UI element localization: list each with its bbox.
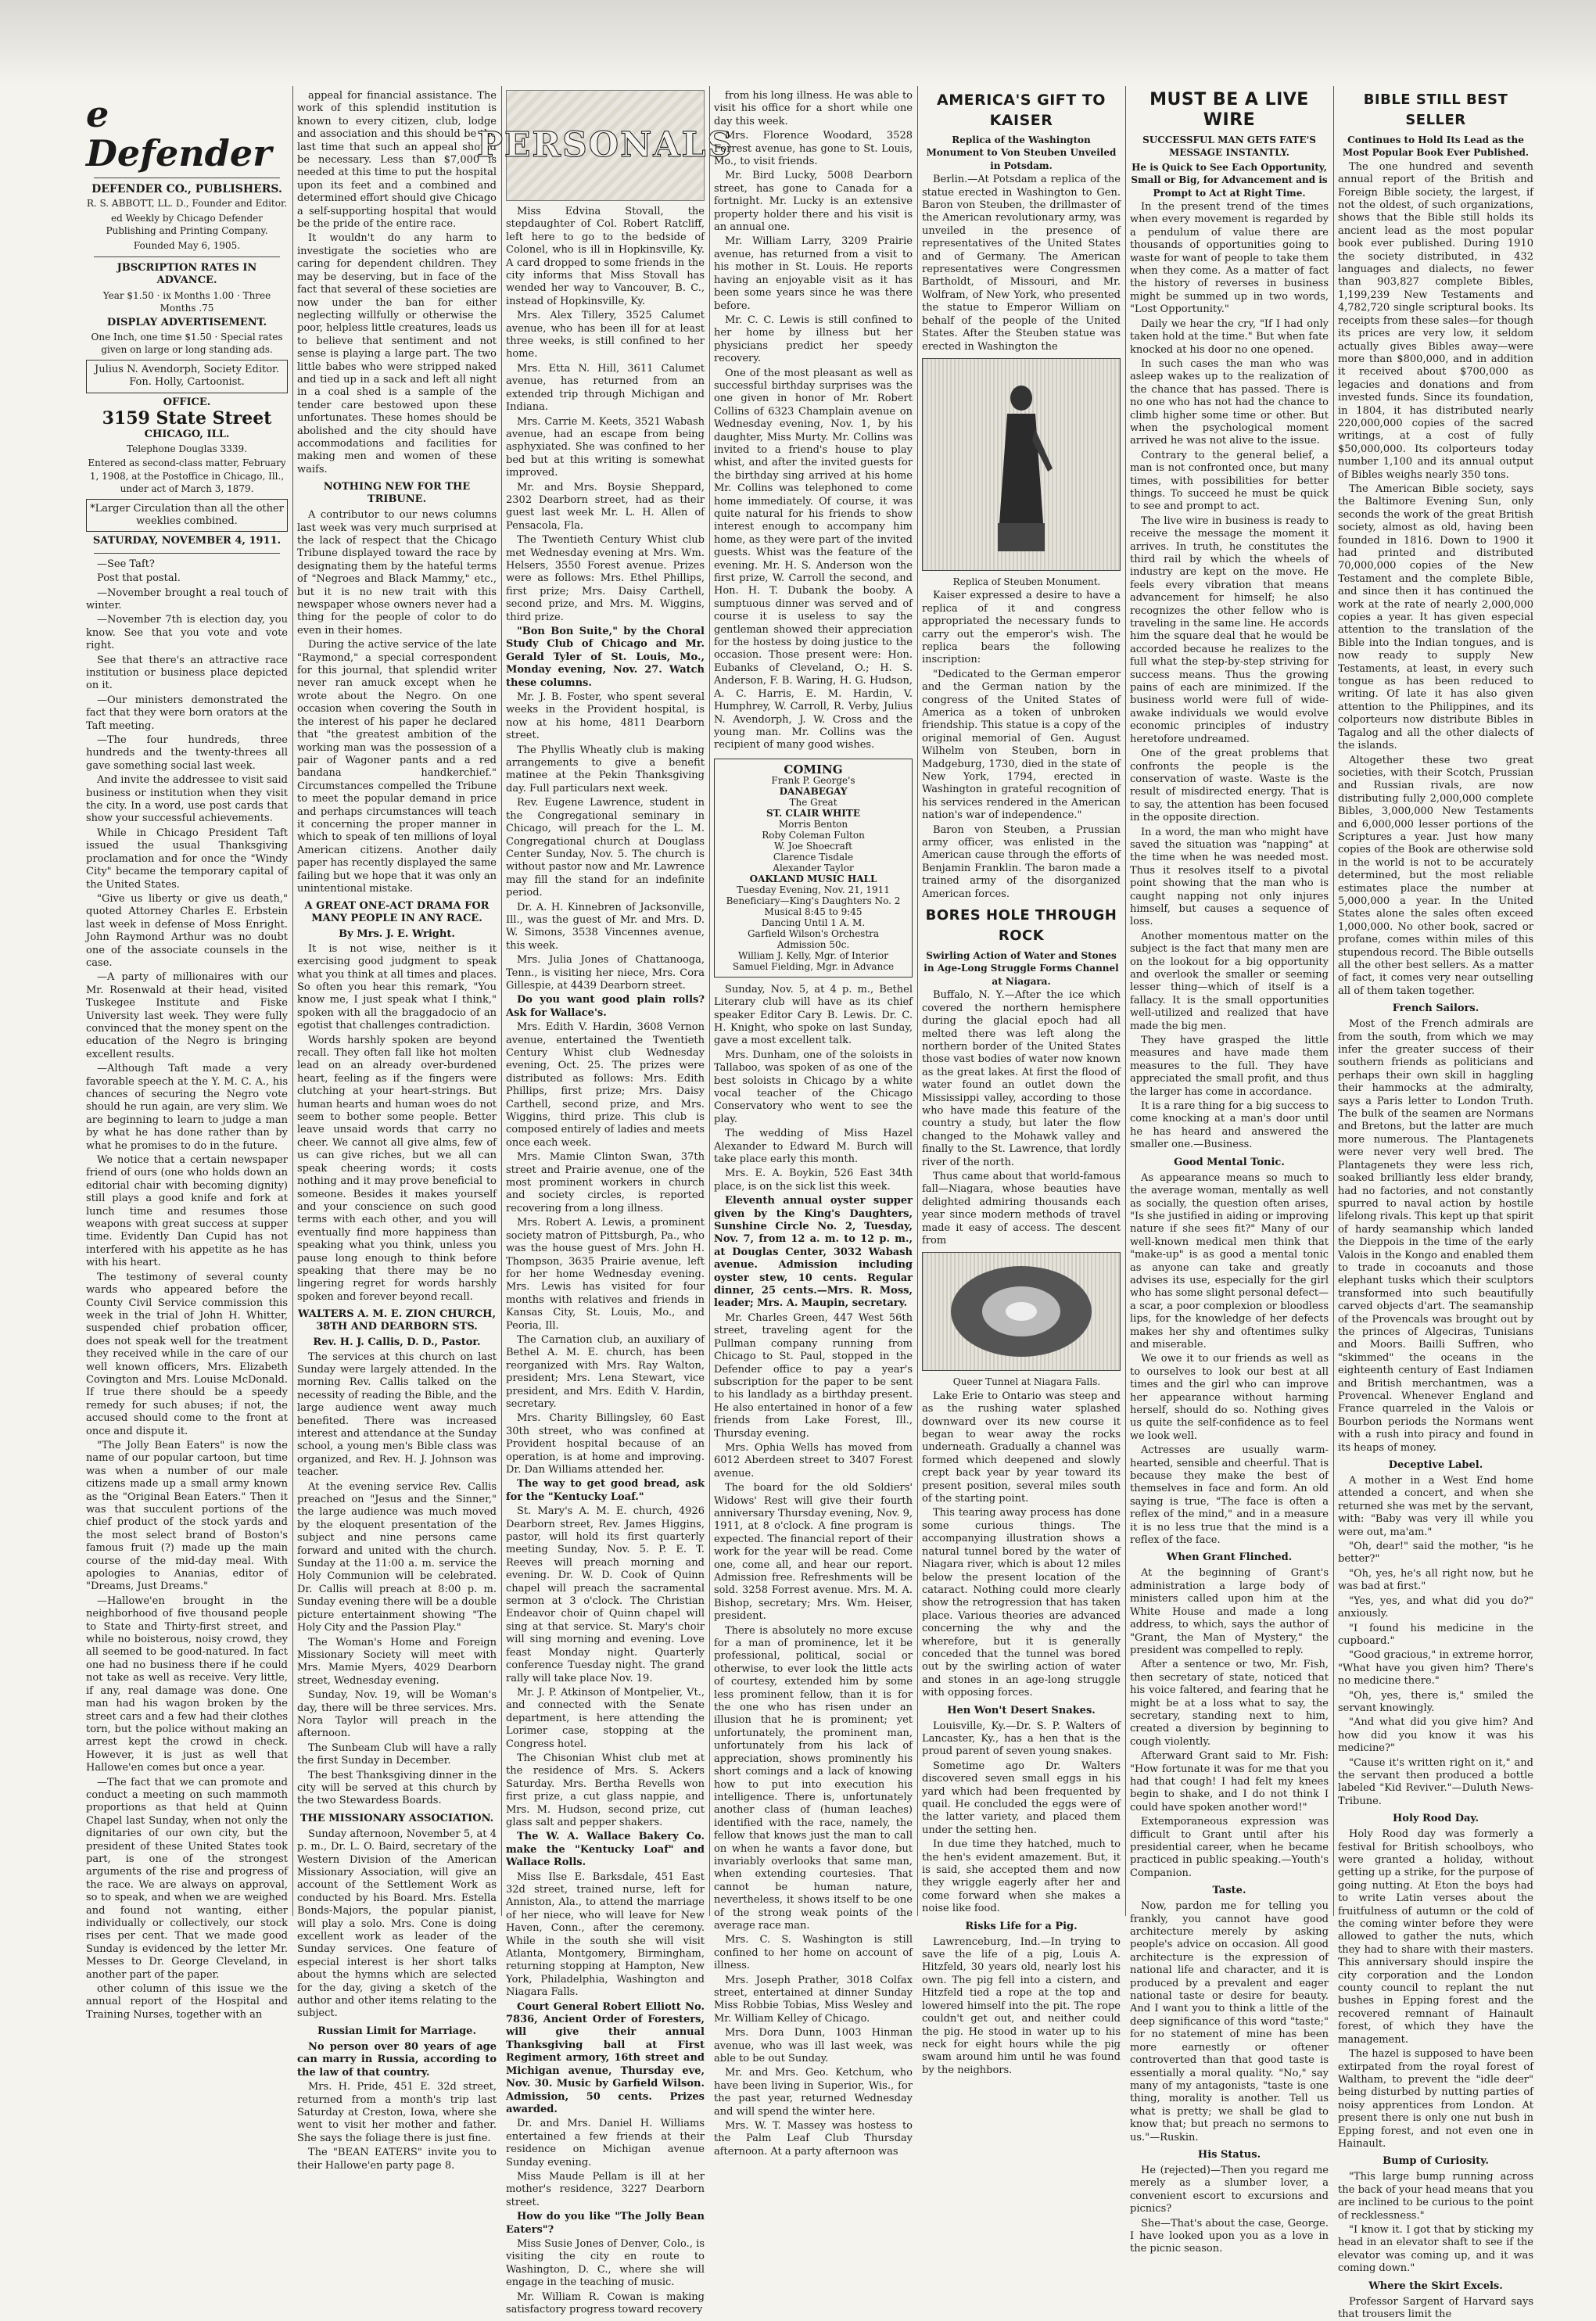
personal-item: Court General Robert Elliott No. 7836, Ancient Order of Foresters, will give their annual Thanksgiving ball at First Regiment armory, 16th street and Michigan avenue, Thursday eve, Nov. 30. Music by Garfield Wilson. Admission, 50 cents. Prizes awarded. xyxy=(506,2000,705,2115)
column-4 xyxy=(714,90,913,2158)
paragraph: Mrs. H. Pride, 451 E. 32d street, returned from a month's trip last Saturday at Creston, Iowa, where she went to visit her mother and father. She says the foliage there is just fine. xyxy=(297,2081,497,2144)
coming-line: Tuesday Evening, Nov. 21, 1911 xyxy=(737,884,890,895)
paragraph: Sunday, Nov. 19, will be Woman's day, there will be three services. Mrs. Nora Taylor will preach in the afternoon. xyxy=(297,1689,497,1740)
editorial-paragraph: —Hallowe'en brought in the neighborhood of five thousand people to State and Thirty-first street, and while no boisterous, noisy crowd, they all seemed to be good-natured. In fact one had no business there if he could not take as well as receive. Very little, if any, real damage was done. One man had his wagon broken by the street cars and a few had their clothes torn, but the police without making an arrest kept the crowd in check. However, it is just as well that Hallowe'en comes but once a year. xyxy=(86,1595,288,1774)
personal-item: How do you like "The Jolly Bean Eaters"? xyxy=(506,2211,705,2236)
paragraph: "Dedicated to the German emperor and the German nation by the congress of the United States of America as a token of unbroken friendship. This statue is a copy of the original memorial of Gen. August Wilhelm von Steuben, born in Madgeburg, 1730, died in the state of New York, 1794, erected in Washington in grateful recognition of his services rendered in the American nation's war of independence." xyxy=(922,668,1121,822)
personal-item: Mr. William R. Cowan is making satisfactory progress toward recovery xyxy=(506,2291,705,2316)
column-5 xyxy=(922,90,1121,2076)
personal-item: Mrs. Robert A. Lewis, a prominent society matron of Pittsburgh, Pa., who was the house guest of Mrs. John H. Thompson, 3635 Prairie avenue, left for her home Wednesday evening. Mrs. Lewis has visited for four months with relatives and friends in Kansas City, St. Louis, Mo., and Peoria, Ill. xyxy=(506,1217,705,1332)
paragraph: Mrs. E. A. Boykin, 526 East 34th place, is on the sick list this week. xyxy=(714,1168,913,1193)
paragraph: The American Bible society, says the Baltimore Evening Sun, only seconds the work of the great British society, almost as old, having been founded in 1816. Down to 1900 it had printed and distributed 70,000,000 copies of the New Testament and the complete Bible, and since then it has continued the work at the rate of nearly 2,000,000 copies a year. It has given especial attention to the translation of the Bible into the Indian tongues, and is now ready to supply New Testaments, at least, in every such tongue as has been reduced to writing. Of late it has also given attention to the Philippines, and its colporteurs now distribute Bibles in Tagalog and all the other dialects of the islands. xyxy=(1338,482,1533,752)
personal-item: Mr. J. P. Atkinson of Montpelier, Vt., and connected with the Senate department, is here attending the Lorimer case, stopping at the Congress hotel. xyxy=(506,1686,705,1750)
paragraph: Mrs. Dora Dunn, 1003 Hinman avenue, who was ill last week, was able to be out Sunday. xyxy=(714,2027,913,2065)
editorial-paragraph: —November brought a real touch of winter. xyxy=(86,587,288,612)
headline-grant: When Grant Flinched. xyxy=(1166,1552,1293,1564)
coming-line: Alexander Taylor xyxy=(773,862,854,874)
coming-line: OAKLAND MUSIC HALL xyxy=(749,873,877,884)
statue-icon xyxy=(974,375,1068,554)
paragraph: "Cause it's written right on it," and the servant then produced a bottle labeled "Kid Reviver."—Duluth News-Tribune. xyxy=(1338,1756,1533,1807)
coming-line: Roby Coleman Fulton xyxy=(762,829,865,841)
paragraph: Mrs. Florence Woodard, 3528 Forrest avenue, has gone to St. Louis, Mo., to visit friends. xyxy=(714,130,913,168)
personal-item: The Phyllis Wheatly club is making arrangements to give a benefit matinee at the Pekin Thanksgiving day. Full particulars next week. xyxy=(506,744,705,795)
paragraph: The wedding of Miss Hazel Alexander to Edward M. Burch will take place early this month. xyxy=(714,1128,913,1165)
staff-line: Julius N. Avendorph, Society Editor. Fon. Holly, Cartoonist. xyxy=(95,363,279,389)
paragraph: Holy Rood day was formerly a festival for British schoolboys, who were granted a holiday, without getting up a strike, for the purpose of going nutting. At Eton the boys had to write Latin verses about the fruitfulness of autumn or the cold of the coming winter before they were allowed to gather the nuts, which they had to share with their masters. This anniversary should inspire the city corporation and the London county council to replant the nut bushes in Epping forest and the recovered remnant of Hainault forest, of which they have the management. xyxy=(1338,1828,1533,2046)
office-city: CHICAGO, ILL. xyxy=(144,428,230,440)
editorial-paragraph: —The four hundreds, three hundreds and the twenty-threes all gave something social last week. xyxy=(86,734,288,772)
paragraph: "I know it. I got that by sticking my head in an elevator shaft to see if the elevator was coming up, and it was coming down." xyxy=(1338,2223,1533,2275)
headline-pig: Risks Life for a Pig. xyxy=(965,1920,1078,1932)
headline-bible: BIBLE STILL BEST SELLER xyxy=(1363,91,1508,128)
coming-line: W. Joe Shoecraft xyxy=(774,840,852,852)
headline-taste: Taste. xyxy=(1212,1885,1246,1897)
divider xyxy=(94,256,280,257)
coming-line: Musical 8:45 to 9:45 xyxy=(764,906,863,917)
headline-status: His Status. xyxy=(1197,2148,1261,2161)
paragraph: Sunday afternoon, November 5, at 4 p. m., Dr. L. O. Baird, secretary of the Western Division of the American Missionary Association, will give an account of the Settlement Work as conducted by his Board. Mrs. Estella Bonds-Majors, the popular pianist, will play a solo. Mrs. Cone is doing excellent work as leader of the Sunday services. One feature of especial interest is her short talks about the hymns which are selected for the day, giving a sketch of the author and other items relating to the subject. xyxy=(297,1828,497,2020)
editorial-paragraph: "The Jolly Bean Eaters" is now the name of our popular cartoon, but time was when a number of our male citizens made up a small army known as the "Original Bean Eaters." Then it was that succulent portions of the chief product of the stock yards and the most select brand of Boston's famous fruit (?) made up the main course of the mid-day meal. With apologies to Ananias, editor of "Dreams, Just Dreams." xyxy=(86,1439,288,1593)
paragraph: "This large bump running across the back of your head means that you are inclined to be curious to the point of recklessness." xyxy=(1338,2171,1533,2222)
subheadline: Replica of the Washington Monument to Von Steuben Unveiled in Potsdam. xyxy=(926,135,1117,171)
coming-line: Samuel Fielding, Mgr. in Advance xyxy=(732,960,895,972)
display-ad-title: DISPLAY ADVERTISEMENT. xyxy=(106,316,267,328)
paragraph: Altogether these two great societies, with their Scotch, Prussian and Russian rivals, are now distributing fully 2,000,000 complete Bibles, 3,000,000 New Testaments and 6,000,000 lesser portions of the Scriptures a year. Just how many copies of the Book are otherwise sold in the world is not to be accurately determined, but the most reliable estimates place the number at 5,000,000 a year. In the United States alone the sales often exceed 1,000,000. No other book, sacred or profane, comes within miles of this stupendous record. The Bible outsells all the other best sellers. As a matter of fact, it comes very near outselling all of them taken together. xyxy=(1338,754,1533,997)
coming-line: DANABEGAY xyxy=(779,785,848,797)
paragraph: It is not wise, neither is it exercising good judgment to speak what you think at all times and places. So often you hear this remark, "You know me, I just speak what I think," spoken with all the braggadocio of an egotist that challenges contradiction. xyxy=(297,942,497,1032)
paragraph: Professor Sargent of Harvard says that trousers limit the xyxy=(1338,2295,1533,2320)
personal-item: Dr. and Mrs. Daniel H. Williams entertained a few friends at their residence on Michigan avenue Sunday evening. xyxy=(506,2118,705,2169)
paragraph: A mother in a West End home attended a concert, and when she returned she was met by the servant, with: "Baby was very ill while you were out, ma'am." xyxy=(1338,1475,1533,1538)
personal-item: Mrs. Julia Jones of Chattanooga, Tenn., is visiting her niece, Mrs. Cora Gillespie, at 4439 Dearborn street. xyxy=(506,954,705,992)
paragraph: Extemporaneous expression was difficult to Grant until after his presidential career, when he became practiced in public speaking.—Youth's Companion. xyxy=(1130,1816,1329,1879)
editorial-paragraph: We notice that a certain newspaper friend of ours (one who holds down an editorial chair with becoming dignity) still plays a good knife and fork at lunch time and resumes those weapons with great success at supper time. Evidently Dan Cupid has not interfered with his appetite as he has with his heart. xyxy=(86,1154,288,1269)
paragraph: The live wire in business is ready to receive the message the moment it arrives. In truth, he constitutes the third rail by which the wheels of industry are kept on the move. He feels every vibration that means advancement for himself; he also recognizes the other fellow who is traveling in the same line. He accords him the square deal that he would be accorded because he realizes to the full what the step-by-step striving for success means. Thus the growing pains of each are minimized. If the business world were full of wide-awake individuals we would evolve economic principles of industry heretofore undreamed. xyxy=(1130,515,1329,745)
paragraph: "Yes, yes, and what did you do?" anxiously. xyxy=(1338,1595,1533,1620)
column-rule xyxy=(501,86,502,1916)
subheadline: Continues to Hold Its Lead as the Most Popular Book Ever Published. xyxy=(1342,135,1530,159)
publisher-line: DEFENDER CO., PUBLISHERS. xyxy=(91,183,282,196)
paragraph: During the active service of the late "Raymond," a special correspondent for this journal, that splendid writer never ran amuck except when he wrote about the Negro. On one occasion when covering the South in the interest of his paper he declared that "the greatest ambition of the working man was the possession of a pair of Wagoner pants and a red bandana handkerchief." Circumstances compelled the Tribune to meet the popular demand in price and perhaps circumstances will teach it concerning the proper manner in which to speak of ten millions of loyal American citizens. Another daily paper has recently displayed the same failing but we hope that it was only an unintentional mistake. xyxy=(297,639,497,895)
paragraph: Lawrenceburg, Ind.—In trying to save the life of a pig, Louis A. Hitzfeld, 30 years old, nearly lost his own. The pig fell into a cistern, and Hitzfeld tied a rope at the top and lowered himself into the pit. The rope couldn't get out, and neither could the pig. He stood in water up to his neck for eight hours while the pig swam around him until he was found by the neighbors. xyxy=(922,1935,1121,2076)
paragraph: Lake Erie to Ontario was steep and as the rushing water splashed downward over its new course it began to wear away the rocks underneath. Gradually a channel was formed which deepened and slowly crept back year by year toward its present position, several miles south of the starting point. xyxy=(922,1390,1121,1505)
paragraph: This tearing away process has done some curious things. The accompanying illustration shows a natural tunnel bored by the water of Niagara river, which is about 12 miles below the present location of the cataract. Nothing could more clearly show the retrogression that has taken place. Various theories are advanced concerning the why and the wherefore, but it is generally conceded that the tunnel was bored out by the swirling action of water and stones in an age-long struggle with opposing forces. xyxy=(922,1507,1121,1699)
coming-title: COMING xyxy=(784,762,843,777)
column-3-personals xyxy=(476,90,734,2316)
coming-line: Dancing Until 1 A. M. xyxy=(761,917,866,928)
editorial-paragraph: While in Chicago President Taft issued the usual Thanksgiving proclamation and for once the "Windy City" became the temporary capital of the United States. xyxy=(86,827,288,891)
subscription-rates: Year $1.50 · ix Months 1.00 · Three Months .75 xyxy=(102,289,271,314)
editorial-paragraph: —The fact that we can promote and conduct a meeting on such mammoth proportions as that held at Quinn Chapel last Sunday, when not only the dignitaries of our own city, but the president of these United States took part, is one of the strongest arguments of the rise and progress of the race. We are always on approval, so to speak, and when we are weighed and found not wanting, either individually or collectively, our stock rises per cent. That we made good Sunday is evidenced by the letter Mr. Messes to Dr. George Cleveland, in another part of the paper. xyxy=(86,1776,288,1981)
paragraph: There is absolutely no more excuse for a man of prominence, let it be professional, political, social or otherwise, to ever look the little acts of courtesy, extended him by some less prominent fellow, than it is for the one who has risen under an illusion that he is prominent; yet unfortunately, the prominent man, unfortunately from his lack of appreciation, shows prominently his short comings and a lack of knowing how to put into execution his intelligence. There is, unfortunately another class of (human leaches) identified with the race, namely, the fellow that knows just the man to call on when he wants a favor done, but invariably overlooks that same man, when extending courtesies. That cannot be human nature, nevertheless, it shows itself to be one of the strong weak points of the average race man. xyxy=(714,1624,913,1932)
personal-item: Miss Edvina Stovall, the stepdaughter of Col. Robert Ratcliff, left here to go to the bedside of Colonel, who is ill in Hopkinsville, Ky. A card dropped to some friends in the city informs that Miss Stovall has wended her way to Vancouver, B. C., instead of Hopkinsville, Ky. xyxy=(506,206,705,307)
paragraph: Thus came about that world-famous fall—Niagara, whose beauties have delighted admiring thousands each year since modern methods of travel made it easy of access. The descent from xyxy=(922,1170,1121,1247)
paragraph: Louisville, Ky.—Dr. S. P. Walters of Lancaster, Ky., has a hen that is the proud parent of seven young snakes. xyxy=(922,1720,1121,1758)
subheadline: He is Quick to See Each Opportunity, Small or Big, for Advancement and is Prompt to Act at Right Time. xyxy=(1131,161,1328,199)
niagara-tunnel-illustration xyxy=(922,1252,1121,1371)
headline-tribune: NOTHING NEW FOR THE TRIBUNE. xyxy=(323,481,471,506)
paragraph: The "BEAN EATERS" invite you to their Hallowe'en party page 8. xyxy=(297,2147,497,2172)
weekly-line: ed Weekly by Chicago Defender Publishing and Printing Company. xyxy=(106,212,268,237)
personal-item: The Twentieth Century Whist club met Wednesday evening at Mrs. Wm. Helsers, 3550 Forest avenue. Prizes were as follows: Mrs. Ethel Phillips, first prize; Mrs. Daisy Carthell, second prize, and Mrs. M. Wiggins, third prize. xyxy=(506,534,705,623)
personal-item: St. Mary's A. M. E. church, 4926 Dearborn street, Rev. James Higgins, pastor, will hold its first quarterly meeting Sunday, Nov. 5. P. E. T. Reeves will preach morning and evening. Dr. W. D. Cook of Quinn chapel will preach the sacramental sermon at 3 o'clock. The Christian Endeavor choir of Quinn chapel will sing at that service. St. Mary's choir will sing morning and evening. Love feast Monday night. Quarterly conference Tuesday night. The grand rally will take place Nov. 19. xyxy=(506,1505,705,1684)
subheadline: SUCCESSFUL MAN GETS FATE'S MESSAGE INSTANTLY. xyxy=(1142,135,1316,159)
byline: Rev. H. J. Callis, D. D., Pastor. xyxy=(313,1336,481,1349)
headline-russian: Russian Limit for Marriage. xyxy=(317,2025,476,2037)
coming-line: Clarence Tisdale xyxy=(773,851,854,863)
column-rule xyxy=(1333,86,1334,1916)
paragraph: Berlin.—At Potsdam a replica of the statue erected in Washington to Gen. Baron von Steuben, the drillmaster of the American revolutionary army, was unveiled in the presence of representatives of the United States and of Germany. The American representatives were Congressmen Bartholdt, of Missouri, and Mr. Wolfram, of New York, who presented the statue to Emperor William on behalf of the people of the United States. After the Steuben statue was erected in Washington the xyxy=(922,174,1121,353)
paragraph: The Woman's Home and Foreign Missionary Society will meet with Mrs. Mamie Myers, 4029 Dearborn street, Wednesday evening. xyxy=(297,1636,497,1687)
editorial-paragraph: "Give us liberty or give us death," quoted Attorney Charles E. Erbstein last week in defense of Moss Enright. John Raymond Arthur was no doubt one of the associate counsels in the case. xyxy=(86,892,288,969)
headline-kaiser: AMERICA'S GIFT TO KAISER xyxy=(937,91,1106,129)
personal-item: Mrs. Alex Tillery, 3525 Calumet avenue, who has been ill for at least three weeks, is still confined to her home. xyxy=(506,310,705,361)
paragraph: She—That's about the case, George. I have looked upon you as a love in the picnic season. xyxy=(1130,2217,1329,2255)
coming-line: ST. CLAIR WHITE xyxy=(766,807,860,819)
coming-event-ad xyxy=(714,759,913,978)
personal-item: Mr. J. B. Foster, who spent several weeks in the Provident hospital, is now at his home, 4811 Dearborn street. xyxy=(506,691,705,742)
paragraph: In a word, the man who might have saved the situation was "napping" at the time when he was needed most. Thus it resolves itself to a pivotal point showing that the man who is caught napping not only injures himself, but causes a sequence of loss. xyxy=(1130,826,1329,928)
paragraph: Kaiser expressed a desire to have a replica of it and congress appropriated the necessary funds to carry out the emperor's wish. The replica bears the following inscription: xyxy=(922,590,1121,666)
paragraph: "Good gracious," in extreme horror, "What have you given him? There's no medicine there." xyxy=(1338,1649,1533,1688)
paragraph: A contributor to our news columns last week was very much surprised at the lack of respect that the Chicago Tribune displayed toward the race by designating them by the hateful terms of "Negroes and Black Mammy," etc., but it is no new trait with this newspaper whose owners never had a thing for the people of color to do even in their homes. xyxy=(297,509,497,637)
paragraph: appeal for financial assistance. The work of this splendid institution is known to every citizen, club, lodge and association and this should be the last time that such an appeal should be necessary. Less than $7,000 is needed at this time to put the hospital upon its feet and a combined and determined effort should give Chicago a self-supporting hospital that would be the pride of the entire race. xyxy=(297,90,497,231)
paragraph: The board for the old Soldiers' Widows' Rest will give their fourth anniversary Thursday evening, Nov. 9, 1911, at 8 o'clock. A fine program is expected. The financial report of their work for the year will be read. Come one, come all, and hear our report. Admission free. Refreshments will be sold. 3258 Forrest avenue. Mrs. M. A. Bishop, secretary; Mrs. Wm. Heiser, president. xyxy=(714,1482,913,1623)
byline: By Mrs. J. E. Wright. xyxy=(339,928,455,941)
headline-live-wire: MUST BE A LIVE WIRE xyxy=(1149,90,1309,130)
paragraph: As appearance means so much to the average woman, mentally as well as socially, the question often arises, "Is she justified in aiding or improving nature if she sees fit?" Many of our well-known medical men think that "make-up" is as good a mental tonic as anyone can take and greatly advises its use, especially for the girl who has some slight personal defect—a scar, a poor complexion or bloodless lips, for the knowledge of her defects makes her shy and oftentimes sulky and miserable. xyxy=(1130,1171,1329,1351)
paragraph: Buffalo, N. Y.—After the ice which covered the northern hemisphere during the glacial epoch had all melted there was left along the northern border of the United States those vast bodies of water now known as the great lakes. At first the flood of water found an outlet down the Mississippi valley, according to those who have made this feature of the country a study, but later the flow changed to the Mohawk valley and finally to the St. Lawrence, that lordly river of the north. xyxy=(922,989,1121,1168)
circulation-box xyxy=(86,499,288,533)
paragraph: It wouldn't do any harm to investigate the societies who are caring for dependent children. They may be deserving, but in face of the fact that several of these societies are now under the ban for either neglecting willfully or otherwise the poor, helpless little creatures, leads us to believe that sentiment and not sense is playing a large part. The two little babes who were stripped naked and tied up in a sack and left all night in a coal shed is a sample of the tender care bestowed upon these unfortunates. These homes should be abolished and the city should have accommodations and facilities for making men and women of these waifs. xyxy=(297,232,497,475)
paragraph: We owe it to our friends as well as to ourselves to look our best at all times and the girl who can improve her appearance without harming herself, should do so. Nothing gives us quite the self-confidence as to feel we look well. xyxy=(1130,1353,1329,1442)
headline-skirt: Where the Skirt Excels. xyxy=(1368,2280,1503,2292)
personal-item: Mrs. Mamie Clinton Swan, 37th street and Prairie avenue, one of the most prominent workers in church and society circles, is reported recovering from a long illness. xyxy=(506,1151,705,1214)
paragraph: The hazel is supposed to have been extirpated from the royal forest of Waltham, to prevent the "idle deer" being disturbed by nutting parties of noisy apprentices from London. At present there is only one nut bush in Epping forest, and not even one in Hainault. xyxy=(1338,2048,1533,2150)
personal-item: The way to get good bread, ask for the "Kentucky Loaf." xyxy=(506,1478,705,1503)
paragraph: Sometime ago Dr. Walters discovered seven small eggs in his yard which had been frequented by quail. He concluded the eggs were of the latter variety, and placed them under the setting hen. xyxy=(922,1760,1121,1836)
headline-drama: A GREAT ONE-ACT DRAMA FOR MANY PEOPLE IN ANY RACE. xyxy=(304,900,490,925)
paragraph: Mrs. Ophia Wells has moved from 6012 Aberdeen street to 3407 Forest avenue. xyxy=(714,1441,913,1480)
paragraph: In the present trend of the times when every movement is regarded by a pendulum of value there are thousands of opportunities going to waste for want of people to take them when they come. As a matter of fact the history of reverses in business might be summed up in two words, "Lost Opportunity." xyxy=(1130,201,1329,316)
paragraph: Contrary to the general belief, a man is not confronted once, but many times, with possibilities for better things. To succeed he must be quick to see and prompt to act. xyxy=(1130,449,1329,513)
paragraph: They have grasped the little measures and have made them measures to the full. They have appreciated the small profit, and thus the larger has come in accordance. xyxy=(1130,1035,1329,1098)
paragraph: Mrs. W. T. Massey was hostess to the Palm Leaf Club Thursday afternoon. At a party afternoon was xyxy=(714,2120,913,2158)
paragraph: Eleventh annual oyster supper given by the King's Daughters, Sunshine Circle No. 2, Tuesday, Nov. 7, from 12 a. m. to 12 p. m., at Douglas Center, 3032 Wabash avenue. Admission including oyster stew, 10 cents. Regular dinner, 25 cents.—Mrs. R. Moss, leader; Mrs. A. Maupin, secretary. xyxy=(714,1195,913,1310)
paragraph: "I found his medicine in the cupboard." xyxy=(1338,1622,1533,1647)
office-address: 3159 State Street xyxy=(102,408,272,429)
column-rule xyxy=(292,86,293,1916)
editorial-paragraph: —See Taft? xyxy=(97,558,155,570)
paragraph: The Sunbeam Club will have a rally the first Sunday in December. xyxy=(297,1742,497,1767)
coming-line: Admission 50c. xyxy=(776,938,850,950)
editor-line: R. S. ABBOTT, LL. D., Founder and Editor. xyxy=(86,198,288,210)
subheadline: Swirling Action of Water and Stones in Age-Long Struggle Forms Channel at Niagara. xyxy=(924,950,1119,987)
coming-line: Frank P. George's xyxy=(771,774,855,786)
personal-item: Do you want good plain rolls? Ask for Wallace's. xyxy=(506,994,705,1019)
paragraph: No person over 80 years of age can marry in Russia, according to the law of that country. xyxy=(297,2040,497,2079)
editorial-paragraph: other column of this issue we the annual report of the Hospital and Training Nurses, together with an xyxy=(86,1983,288,2021)
paragraph: In due time they hatched, much to the hen's evident amazement. But, it is said, she accepted them and now they wriggle eagerly after her and come forward when she makes a noise like food. xyxy=(922,1839,1121,1915)
paragraph: Mr. C. C. Lewis is still confined to her home by illness but her physicians predict her speedy recovery. xyxy=(714,314,913,365)
personal-item: Miss Maude Pellam is ill at her mother's residence, 3227 Dearborn street. xyxy=(506,2170,705,2208)
editorial-paragraph: —November 7th is election day, you know. See that you vote and vote right. xyxy=(86,614,288,652)
personal-item: Miss Ilse E. Barksdale, 451 East 32d street, trained nurse, left for Anniston, Ala., to attend the marriage of her niece, who will leave for New Haven, Conn., after the ceremony. While in the south she will visit Atlanta, Montgomery, Birmingham, returning stopping at Hampton, New York, Philadelphia, Washington and Niagara Falls. xyxy=(506,1871,705,1999)
paragraph: Mr. Bird Lucky, 5008 Dearborn street, has gone to Canada for a fortnight. Mr. Lucky is an extensive property holder there and his visit is an annual one. xyxy=(714,170,913,234)
personal-item: The Carnation club, an auxiliary of Bethel A. M. E. church, has been reorganized with Mrs. Ray Walton, president; Mrs. Lena Stewart, vice president, and Mrs. Edith V. Hardin, secretary. xyxy=(506,1333,705,1410)
paragraph: Daily we hear the cry, "If I had only taken hold at the time." But when fate knocked at his door no one opened. xyxy=(1130,317,1329,356)
personal-item: The W. A. Wallace Bakery Co. make the "Kentucky Loaf" and Wallace Rolls. xyxy=(506,1831,705,1869)
dateline: SATURDAY, NOVEMBER 4, 1911. xyxy=(92,535,282,547)
personal-item: Mrs. Charity Billingsley, 60 East 30th street, who was confined at Provident hospital because of an operation, is at home and improving. Dr. Dan Williams attended her. xyxy=(506,1412,705,1476)
column-2 xyxy=(297,90,497,2172)
personal-item: Mrs. Etta N. Hill, 3611 Calumet avenue, has returned from an extended trip through Michigan and Indiana. xyxy=(506,362,705,414)
office-label: OFFICE. xyxy=(163,396,211,408)
headline-curiosity: Bump of Curiosity. xyxy=(1383,2155,1489,2168)
subscription-title: JBSCRIPTION RATES IN ADVANCE. xyxy=(117,262,257,287)
paragraph: from his long illness. He was able to visit his office for a short while one day this week. xyxy=(714,90,913,127)
paragraph: The services at this church on last Sunday were largely attended. In the morning Rev. Callis talked on the necessity of reading the Bible, and the large audience went away much benefited. There was increased interest and attendance at the Sunday school, a young men's Bible class was organized, and Rev. H. J. Johnson was teacher. xyxy=(297,1351,497,1479)
paragraph: Sunday, Nov. 5, at 4 p. m., Bethel Literary club will have as its chief speaker Editor Cary B. Lewis. Dr. C. H. Knight, who spoke on last Sunday, gave a most excellent talk. xyxy=(714,983,913,1047)
display-ad-rates: One Inch, one time $1.50 · Special rates given on large or long standing ads. xyxy=(91,332,283,356)
divider xyxy=(94,553,280,554)
column-1-editorial xyxy=(86,90,288,2021)
personal-item: Rev. Eugene Lawrence, student in the Congregational seminary in Chicago, will preach for the L. M. Congregational church at Douglass Center Sunday, Nov. 5. The church is without pastor now and Mr. Lawrence may fill the stand for an indefinite period. xyxy=(506,797,705,899)
column-7 xyxy=(1338,90,1533,2320)
paragraph: Mr. William Larry, 3209 Prairie avenue, has returned from a visit to his mother in St. Louis. He reports having an enjoyable visit as it has been some years since he was there before. xyxy=(714,235,913,312)
personals-list xyxy=(506,206,705,2316)
masthead: e Defender xyxy=(86,93,272,174)
paragraph: Most of the French admirals are from the south, from which we may infer the greater success of their southern friends as politicians and perhaps their own skill in haggling their hammocks at the admiralty, says a Paris letter to London Truth. The bulk of the seamen are Normans and Bretons, but the latter are much more numerous. The Plantagenets were never very well bred. The Plantagenets they were less rich, soaked brilliantly less elder brandy, had no factories, and not constantly spurred to naval action by hostile lifelong rivals. This kept up that spirit of hardy seamanship which landed the Dieppois in the time of the early Valois in the Kongo and enabled them to trade in cocoanuts and those elephant tusks which their sculptors transformed into such beautifully carved objects d'art. The seamanship of the Provencals was brought out by the princes of Algeciras, Tunisians and Moors. Bailli Suffren, who "skimmed" the oceans in the eighteenth century of East Indiamen and British merchantmen, was a Provencal. Whenever England and France quarreled in the Valois or Bourbon periods the Normans went with a rush into piracy and found in its heaps of money. xyxy=(1338,1018,1533,1454)
column-rule xyxy=(917,86,918,1916)
personals-banner xyxy=(476,90,734,201)
paragraph: One of the most pleasant as well as successful birthday surprises was the one given in honor of Mr. Robert Collins of 6323 Champlain avenue on Wednesday evening, Nov. 1, by his daughter, Miss Murty. Mr. Collins was invited to a friend's house to play whist, and after the invited guests for the birthday sing arrived at his home Mr. Collins was telephoned to come home immediately. Of course, it was quite natural for his friends to show interest enough to accompany him home, as they were part of the invited guests. Whist was the feature of the evening. Mr. H. S. Anderson won the first prize, W. Carroll the second, and Hon. H. T. Dubank the booby. A sumptuous dinner was served and of course it is useless to say the gentleman showed their appreciation for the hostess by doing justice to the occasion. Those present were: Hon. Eubanks of Cleveland, O.; H. S. Anderson, F. B. Waring, H. G. Hudson, A. C. Harris, E. M. Hardin, V. Humphrey, W. Carroll, R. Verby, Julius N. Avendorph, J. W. Cross and the young man. Mr. Collins was the recipient of many good wishes. xyxy=(714,367,913,752)
paragraph: He (rejected)—Then you regard me merely as a slumber lover, a convenient escort to excursions and picnics? xyxy=(1130,2164,1329,2215)
headline-tonic: Good Mental Tonic. xyxy=(1174,1156,1285,1168)
editorial-items xyxy=(86,558,288,2022)
paragraph: The best Thanksgiving dinner in the city will be served at this church by the two Stewardess Boards. xyxy=(297,1769,497,1807)
personal-item: Mrs. Carrie M. Keets, 3521 Wabash avenue, had an escape from being asphyxiated. She was confined to her bed but at this writing is somewhat improved. xyxy=(506,415,705,479)
headline-rock: BORES HOLE THROUGH ROCK xyxy=(925,907,1117,945)
headline-church: WALTERS A. M. E. ZION CHURCH, 38TH AND DEARBORN STS. xyxy=(297,1308,496,1333)
editorial-paragraph: And invite the addressee to visit said business or institution when they visit the city. In a word, use post cards that show your successful achievements. xyxy=(86,774,288,825)
figure-caption: Replica of Steuben Monument. xyxy=(952,576,1101,587)
column-rule xyxy=(1125,86,1126,1916)
paragraph: Mr. Charles Green, 447 West 56th street, traveling agent for the Pullman company running from Chicago to St. Paul, stopped in the Defender office to pay a year's subscription for the paper to be sent to his landlady as a birthday present. He also entertained in honor of a few friends from Lake Forest, Ill., Thursday evening. xyxy=(714,1311,913,1440)
coming-line: William J. Kelly, Mgr. of Interior xyxy=(738,949,888,961)
paragraph: In such cases the man who was asleep wakes up to the realization of the chance that has passed. There is no one who has not had the chance to climb higher some time or other. But when the psychological moment arrived he was not alive to the issue. xyxy=(1130,357,1329,447)
paragraph: Mr. and Mrs. Geo. Ketchum, who have been living in Superior, Wis., for the past year, returned Wednesday and will spend the winter here. xyxy=(714,2067,913,2118)
headline-hen: Hen Won't Desert Snakes. xyxy=(947,1704,1096,1717)
paragraph: "Oh, dear!" said the mother, "is he better?" xyxy=(1338,1541,1533,1566)
headline-holy-rood: Holy Rood Day. xyxy=(1392,1813,1479,1825)
paragraph: After a sentence or two, Mr. Fish, then secretary of state, noticed that his voice faltered, and fearing that he might be at a loss what to say, the secretary, standing next to him, created a diversion by beginning to cough violently. xyxy=(1130,1659,1329,1748)
editorial-paragraph: See that there's an attractive race institution or business place depicted on it. xyxy=(86,654,288,692)
paragraph: "And what did you give him? And how did you know it was his medicine?" xyxy=(1338,1717,1533,1755)
editorial-paragraph: —A party of millionaires with our Mr. Rosenwald at their head, visited Tuskegee Institute and Fiske University last week. They were fully convinced that the money spent on the education of the Negro is bringing excellent results. xyxy=(86,971,288,1060)
steuben-monument-illustration xyxy=(922,358,1121,571)
circulation-line: *Larger Circulation than all the other weeklies combined. xyxy=(90,502,284,527)
column-rule xyxy=(709,86,710,1916)
column-6 xyxy=(1130,90,1329,2255)
founded-line: Founded May 6, 1905. xyxy=(133,239,241,251)
paragraph: "Oh, yes, he's all right now, but he was bad at first." xyxy=(1338,1567,1533,1593)
personal-item: Mr. and Mrs. Boysie Sheppard, 2302 Dearborn street, had as their guest last week Mr. L. H. Allen of Pensacola, Fla. xyxy=(506,481,705,532)
figure-caption: Queer Tunnel at Niagara Falls. xyxy=(952,1376,1101,1388)
personal-item: Miss Susie Jones of Denver, Colo., is visiting the city en route to Washington, D. C., where she will engage in the teaching of music. xyxy=(506,2237,705,2289)
paragraph: Another momentous matter on the subject is the fact that many men are on the lookout for a big opportunity and overlook the smaller or seeming lesser thing—which of itself is a fallacy. It is the small opportunities well-utilized and realized that have made the big men. xyxy=(1130,930,1329,1032)
paragraph: Words harshly spoken are beyond recall. They often fall like hot molten lead on an already over-burdened heart, feeling as if the fingers were clutching at your heart-strings. But human hearts and human woes do not seem to bother some people. Better leave unsaid words that carry no cheer. We cannot all give alms, few of us can give riches, but we all can speak cheering words; it costs nothing and it may prove beneficial to someone. Besides it makes yourself and your conscience on such good terms with each other, and you will eventually find more happiness than speaking what you think, unless you pause long enough to think before speaking that there may be no lingering regret for words harshly spoken and forever beyond recall. xyxy=(297,1034,497,1303)
paragraph: Baron von Steuben, a Prussian army officer, was enlisted in the American cause through the efforts of Benjamin Franklin. The baron made a trained army of the disorganized American forces. xyxy=(922,823,1121,900)
paragraph: Mrs. Joseph Prather, 3018 Colfax street, entertained at dinner Sunday Miss Robbie Tobias, Miss Wesley and Mr. William Kelley of Chicago. xyxy=(714,1974,913,2025)
paragraph: Mrs. Dunham, one of the soloists in Tallaboo, was spoken of as one of the best soloists in Chicago by a white vocal teacher of the Chicago Conservatory who went to see the play. xyxy=(714,1049,913,1125)
editorial-paragraph: —Although Taft made a very favorable speech at the Y. M. C. A., his chances of securing the Negro vote should he run again, are very slim. We are beginning to learn to judge a man by what he has done rather than by what he promises to do in the future. xyxy=(86,1063,288,1152)
paragraph: Actresses are usually warm-hearted, sensible and cheerful. That is because they make the best of themselves in face and form. An old saying is true, "The face is often a reflex of the mind," and in a measure it is no less true that the mind is a reflex of the face. xyxy=(1130,1444,1329,1547)
telephone-line: Telephone Douglas 3339. xyxy=(127,443,247,454)
paragraph: The one hundred and seventh annual report of the British and Foreign Bible society, the largest, if not the oldest, of such organizations, shows that the Bible still holds its ancient lead as the most popular book ever published. During 1910 the society distributed, in 432 languages and dialects, no fewer than 903,827 complete Bibles, 1,199,239 New Testaments and 4,782,720 single scriptural books. Its receipts from these sales—for though its prices are very low, it seldom actually gives Bibles away—were more than $800,000, and in addition it received about $700,000 as legacies and donations and from invested funds. Since its foundation, in 1804, it has distributed nearly 220,000,000 copies of the sacred writings, at a cost of fully $50,000,000. Its colporteurs today number 1,100 and its annual output of Bibles weighs nearly 350 tons. xyxy=(1338,160,1533,481)
paragraph: At the evening service Rev. Callis preached on "Jesus and the Sinner," the large audience was much moved by the eloquent presentation of the subject and nine persons came forward and united with the church. Sunday at the 11:00 a. m. service the Holy Communion will be celebrated. Dr. Callis will preach at 8:00 p. m. Sunday evening there will be a double picture entertainment showing "The Holy City and the Passion Play." xyxy=(297,1480,497,1634)
headline-label: Deceptive Label. xyxy=(1388,1459,1483,1472)
personal-item: Dr. A. H. Kinnebren of Jacksonville, Ill., was the guest of Mr. and Mrs. D. W. Simons, 3538 Vincennes avenue, this week. xyxy=(506,901,705,952)
editorial-paragraph: Post that postal. xyxy=(97,572,181,585)
torn-top-edge xyxy=(0,0,1596,86)
paragraph: At the beginning of Grant's administration a large body of ministers called upon him at the White House and made a long address, to which, says the author of "Grant, the Man of Mystery," the president was compelled to reply. xyxy=(1130,1567,1329,1656)
personals-title: PERSONALS xyxy=(476,124,734,165)
paragraph: One of the great problems that confronts the people is the conservation of waste. Waste is the result of misdirected energy. That is to say, the attention has been focused in the opposite direction. xyxy=(1130,748,1329,824)
paragraph: It is a rare thing for a big success to come knocking at a man's door until he has heard and answered the smaller one.—Business. xyxy=(1130,1100,1329,1151)
personal-item: "Bon Bon Suite," by the Choral Study Club of Chicago and Mr. Gerald Tyler of St. Louis, Mo., Monday evening, Nov. 27. Watch these columns. xyxy=(506,626,705,689)
tunnel-icon xyxy=(943,1261,1099,1362)
personal-item: Mrs. Edith V. Hardin, 3608 Vernon avenue, entertained the Twentieth Century Whist club Wednesday evening, Oct. 25. The prizes were distributed as follows: Mrs. Edith Phillips, first prize; Mrs. Daisy Carthell, second prize, and Mrs. Wiggins, third prize. This club is composed entirely of ladies and meets once each week. xyxy=(506,1021,705,1149)
paragraph: Now, pardon me for telling you frankly, you cannot have good architecture merely by asking people's advice on occasion. All good architecture is the expression of national life and character, and it is produced by a prevalent and eager national taste or desire for beauty. And I want you to think a little of the deep significance of this word "taste;" for no statement of mine has been more earnestly or oftener controverted than that good taste is essentially a moral quality. "No," say many of my antagonists, "taste is one thing, morality is another. Tell us what is pretty; we shall be glad to know that; but preach no sermons to us."—Ruskin. xyxy=(1130,1900,1329,2143)
coming-line: Beneficiary—King's Daughters No. 2 xyxy=(726,895,901,906)
headline-sailors: French Sailors. xyxy=(1392,1003,1479,1015)
paragraph: Mrs. C. S. Washington is still confined to her home on account of illness. xyxy=(714,1934,913,1972)
coming-line: The Great xyxy=(789,796,837,808)
staff-box xyxy=(86,360,288,393)
paragraph: "Oh, yes, there is," smiled the servant knowingly. xyxy=(1338,1689,1533,1714)
coming-line: Garfield Wilson's Orchestra xyxy=(747,927,880,939)
coming-line: Morris Benton xyxy=(778,818,848,830)
personal-item: The Chisonian Whist club met at the residence of Mrs. S. Ackers Saturday. Mrs. Bertha Revells won first prize, a cut glass nappie, and Mrs. M. Hudson, second prize, cut glass salt and pepper shakers. xyxy=(506,1752,705,1828)
paragraph: Afterward Grant said to Mr. Fish: "How fortunate it was for me that you had that cough! I had felt my knees begin to shake, and I do not think I could have spoken another word!" xyxy=(1130,1750,1329,1813)
editorial-paragraph: The testimony of several county wards who appeared before the County Civil Service commission this week in the trial of John H. Whitter, suspended chief probation officer, does not speak well for the treatment they received while in the care of our well known officers, Mrs. Elizabeth Covington and Mrs. Louise McDonald. If true there should be a speedy remedy for such abuses; if not, the accused should come to the front at once and dispute it. xyxy=(86,1271,288,1437)
entered-line: Entered as second-class matter, February 1, 1908, at the Postoffice in Chicago, Ill., under act of March 3, 1879. xyxy=(88,457,286,495)
editorial-paragraph: —Our ministers demonstrated the fact that they were born orators at the Taft meeting. xyxy=(86,694,288,732)
headline-missionary: THE MISSIONARY ASSOCIATION. xyxy=(299,1812,494,1824)
